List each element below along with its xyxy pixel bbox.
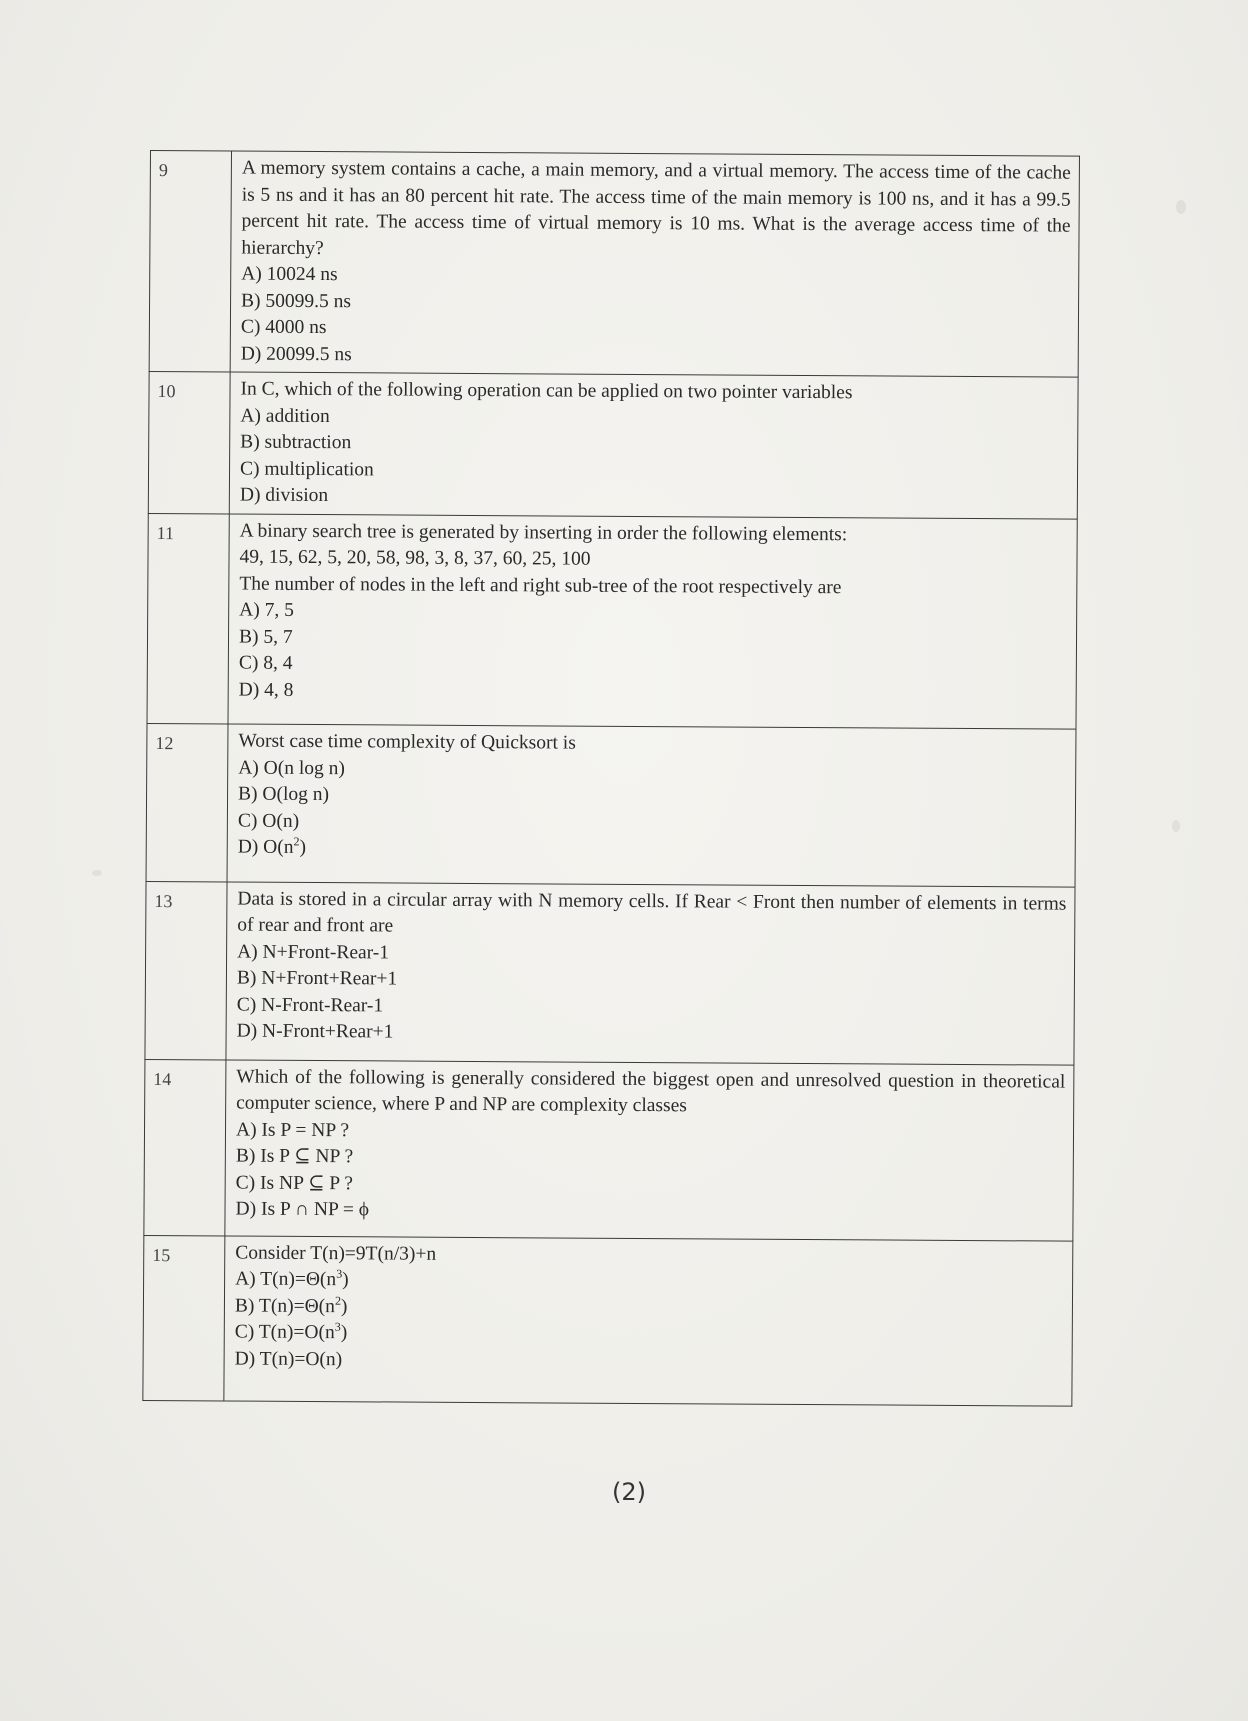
option-b: B) Is P ⊆ NP ? — [235, 1145, 354, 1168]
question-text: A binary search tree is generated by inserting in order the following elements: — [239, 520, 848, 545]
question-number: 14 — [144, 1059, 226, 1235]
option-d-exponent: 2 — [293, 834, 300, 849]
option-b: B) N+Front+Rear+1 — [236, 967, 398, 990]
option-d: D) division — [239, 484, 329, 507]
option-b: B) 50099.5 ns — [241, 290, 352, 312]
question-body — [230, 151, 1079, 377]
question-number: 10 — [148, 371, 230, 513]
page-number: (2) — [612, 1478, 646, 1506]
question-row — [149, 151, 1079, 378]
option-d-prefix: D) O(n — [237, 836, 294, 858]
question-number: 9 — [149, 151, 231, 372]
question-number: 15 — [143, 1235, 225, 1401]
question-body — [225, 1059, 1074, 1240]
question-text: Which of the following is generally considered the biggest open and unresolved question in theoretical computer science, where P and NP are complexity classes — [236, 1066, 1066, 1117]
option-c-suffix: ) — [340, 1322, 348, 1344]
option-a-exponent: 3 — [336, 1266, 343, 1281]
option-b: B) O(log n) — [238, 783, 330, 806]
question-body — [226, 881, 1075, 1064]
question-number: 13 — [145, 881, 227, 1059]
option-c-prefix: C) T(n)=O(n — [234, 1321, 335, 1344]
option-a: A) 10024 ns — [241, 263, 338, 286]
option-a-prefix: A) T(n)=Θ(n — [235, 1268, 337, 1291]
question-body — [224, 1235, 1073, 1406]
question-sequence: 49, 15, 62, 5, 20, 58, 98, 3, 8, 37, 60, 25, 100 — [239, 546, 591, 570]
option-b-suffix: ) — [340, 1295, 348, 1317]
option-b-exponent: 2 — [334, 1293, 342, 1308]
question-table — [142, 150, 1080, 1407]
option-c: C) multiplication — [239, 458, 374, 480]
option-a: A) addition — [240, 405, 330, 427]
option-d-suffix: ) — [299, 836, 307, 858]
question-row — [144, 1059, 1074, 1241]
option-c: C) 8, 4 — [238, 652, 293, 674]
question-row — [148, 371, 1078, 518]
option-a-suffix: ) — [342, 1269, 349, 1291]
option-d: D) 4, 8 — [238, 679, 294, 701]
option-c: C) O(n) — [237, 810, 300, 832]
option-d: D) Is P ∩ NP = ϕ — [235, 1198, 370, 1221]
question-number: 12 — [146, 723, 228, 881]
question-row — [145, 881, 1075, 1065]
question-body — [227, 724, 1076, 887]
option-c: C) Is NP ⊆ P ? — [235, 1172, 354, 1194]
question-row — [143, 1235, 1073, 1406]
option-c: C) N-Front-Rear-1 — [236, 994, 384, 1016]
scan-speck — [92, 870, 102, 876]
option-c: C) 4000 ns — [240, 316, 327, 339]
option-b: B) 5, 7 — [238, 626, 293, 648]
option-b-prefix: B) T(n)=Θ(n — [234, 1295, 336, 1317]
question-text: Worst case time complexity of Quicksort is — [238, 730, 576, 754]
question-text: Consider T(n)=9T(n/3)+n — [235, 1242, 437, 1265]
option-a: A) N+Front-Rear-1 — [237, 941, 390, 963]
scan-speck — [1172, 820, 1180, 832]
option-a: A) O(n log n) — [238, 757, 345, 779]
question-row — [147, 513, 1077, 729]
option-b: B) subtraction — [240, 431, 352, 454]
question-body — [229, 372, 1078, 519]
option-d — [238, 835, 1067, 867]
option-c-exponent: 3 — [334, 1319, 341, 1334]
option-d: D) 20099.5 ns — [240, 343, 352, 365]
question-number: 11 — [147, 513, 229, 724]
option-d: D) N-Front+Rear+1 — [236, 1020, 394, 1043]
question-prompt: The number of nodes in the left and right sub-tree of the root respectively are — [239, 573, 842, 598]
question-text: A memory system contains a cache, a main memory, and a virtual memory. The access time of the cache is 5 ns and it has an 80 percent hit rate. The access time of the main memory is 100 ns, and it has a 99.5 percent hit rate. The access time of virtual memory is 10 ms. What is the average access time of the hierarchy? — [241, 157, 1071, 259]
question-text: Data is stored in a circular array with N memory cells. If Rear < Front then number of elements in terms of rear and front are — [237, 888, 1067, 937]
option-a: A) Is P = NP ? — [235, 1119, 350, 1141]
option-a: A) 7, 5 — [239, 599, 294, 621]
option-d: D) T(n)=O(n) — [234, 1348, 343, 1370]
question-text: In C, which of the following operation can be applied on two pointer variables — [240, 378, 853, 404]
question-row — [146, 723, 1076, 886]
scan-speck — [1176, 200, 1186, 214]
question-body — [228, 513, 1077, 729]
